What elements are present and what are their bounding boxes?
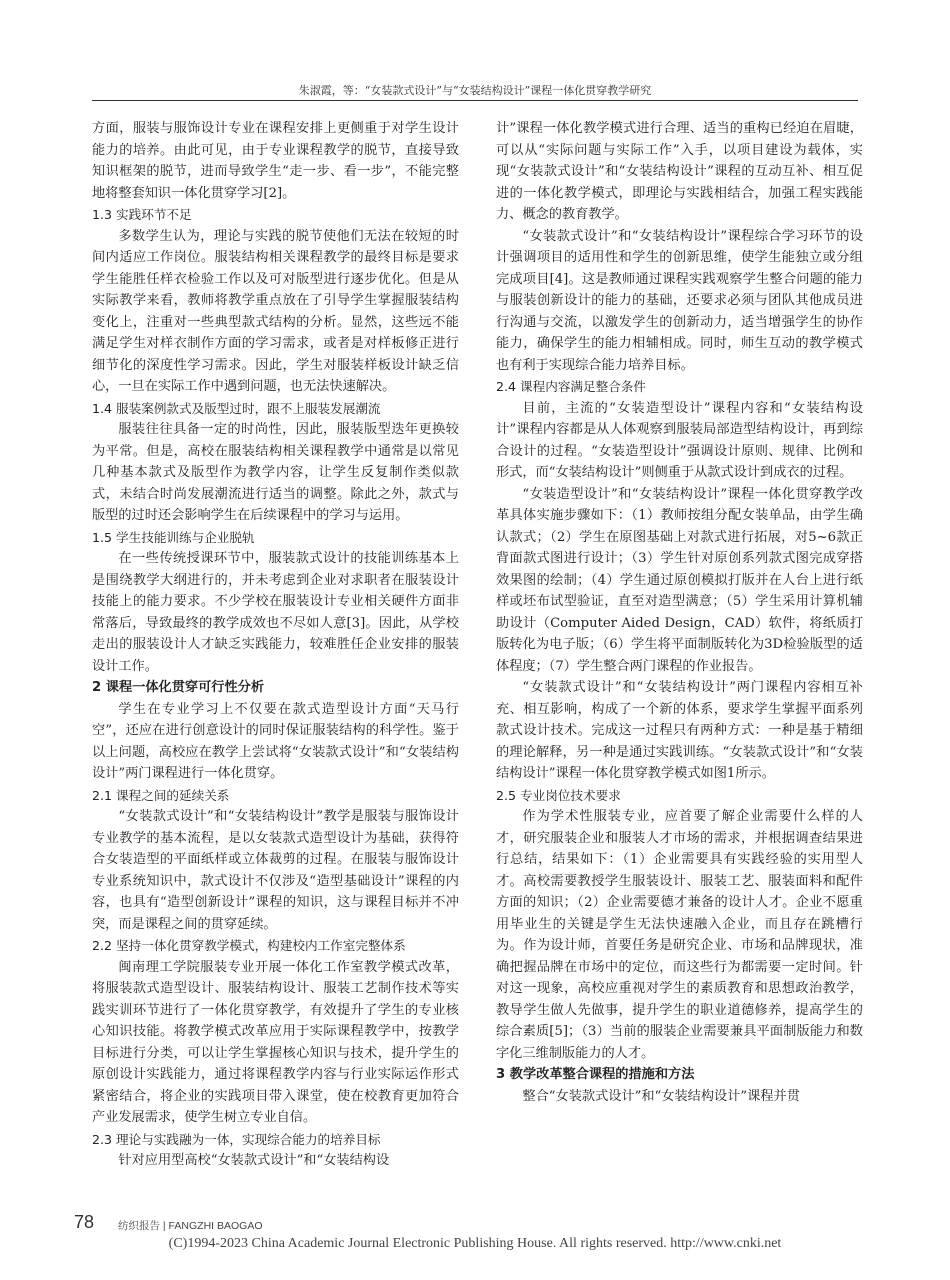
section-heading-1-4: 1.4 服装案例款式及版型过时，跟不上服装发展潮流 xyxy=(92,400,381,416)
section-heading-2: 2 课程一体化贯穿可行性分析 xyxy=(92,680,265,695)
section-heading-1-5: 1.5 学生技能训练与企业脱轨 xyxy=(92,529,255,545)
left-column xyxy=(92,118,459,1172)
paragraph: 方面，服装与服饰设计专业在课程安排上更侧重于对学生设计能力的培养。由此可见，由于专业课程教学的脱节，直接导致知识框架的脱节，进而导致学生“走一步、看一步”，不能完整地将整套知识一体化贯穿学习[2]。 xyxy=(92,121,459,201)
section-heading-2-5: 2.5 专业岗位技术要求 xyxy=(496,787,621,803)
section-heading-2-4: 2.4 课程内容满足整合条件 xyxy=(496,379,646,394)
section-heading-2-3: 2.3 理论与实践融为一体，实现综合能力的培养目标 xyxy=(92,1131,381,1147)
paragraph: “女装款式设计”和“女装结构设计”课程综合学习环节的设计强调项目的适用性和学生的创新思维，使学生能独立或分组完成项目[4]。这是教师通过课程实践观察学生整合问题的能力与服装创新设计的能力的基础，还要求必须与团队其他成员进行沟通与交流，以激发学生的创新动力，适当增强学生的协作能力，确保学生的能力相辅相成。同时，师生互动的教学模式也有利于实现综合能力培养目标。 xyxy=(496,228,863,373)
running-header: 朱淑霞，等：“女装款式设计”与“女装结构设计”课程一体化贯穿教学研究 xyxy=(298,84,652,97)
paragraph: “女装造型设计”和“女装结构设计”课程一体化贯穿教学改革具体实施步骤如下：（1）教师按组分配女装单品，由学生确认款式；（2）学生在原图基础上对款式进行拓展，对5~6款正背面款式图进行设计；（3）学生针对原创系列款式图完成穿搭效果图的绘制；（4）学生通过原创模拟打版并在人台上进行纸样或坯布试型验证，直至对造型满意；（5）学生采用计算机辅助设计（Computer Aided Design，CAD）软件，将纸质打版转化为电子版；（6）学生将平面制版转化为3D检验版型的适体程度；（7）学生整合两门课程的作业报告。 xyxy=(496,486,863,674)
paragraph: 针对应用型高校“女装款式设计”和“女装结构设 xyxy=(118,1153,390,1168)
paragraph: 计”课程一体化教学模式进行合理、适当的重构已经迫在眉睫，可以从“实际问题与实际工作”入手，以项目建设为载体，实现“女装款式设计”和“女装结构设计”课程的互动互补、相互促进的一体化教学模式，即理论与实践相结合，加强工程实践能力、概念的教育教学。 xyxy=(496,121,863,222)
paragraph: “女装款式设计”和“女装结构设计”两门课程内容相互补充、相互影响，构成了一个新的体系，要求学生掌握平面系列款式设计技术。完成这一过程只有两种方式：一种是基于精细的理论解释，另一种是通过实践训练。“女装款式设计”和“女装结构设计”课程一体化贯穿教学模式如图1所示。 xyxy=(496,680,863,781)
section-heading-2-1: 2.1 课程之间的延续关系 xyxy=(92,787,230,803)
paragraph: 在一些传统授课环节中，服装款式设计的技能训练基本上是围绕教学大纲进行的，并未考虑到企业对求职者在服装设计技能上的能力要求。不少学校在服装设计专业相关硬件方面非常落后，导致最终的教学成效也不尽如人意[3]。因此，从学校走出的服装设计人才缺乏实践能力，较难胜任企业安排的服装设计工作。 xyxy=(92,551,459,674)
page-number: 78 xyxy=(74,1212,95,1232)
paragraph: 多数学生认为，理论与实践的脱节使他们无法在较短的时间内适应工作岗位。服装结构相关课程教学的最终目标是要求学生能胜任样衣检验工作以及可对版型进行逐步优化。但是从实际教学来看，教师将教学重点放在了引导学生掌握服装结构变化上，注重对一些典型款式结构的分析。显然，这些远不能满足学生对样衣制作方面的学习需求，或者是对样板修正进行细节化的深度性学习需求。因此，学生对服装样板设计缺乏信心，一旦在实际工作中遇到问题，也无法快速解决。 xyxy=(92,228,459,394)
paragraph: 目前，主流的“女装造型设计”课程内容和“女装结构设计”课程内容都是从人体观察到服装局部造型结构设计，再到综合设计的过程。“女装造型设计”强调设计原则、规律、比例和形式，而“女装结构设计”则侧重于从款式设计到成衣的过程。 xyxy=(496,400,863,480)
section-heading-3: 3 教学改革整合课程的措施和方法 xyxy=(496,1067,695,1082)
section-heading-2-2: 2.2 坚持一体化贯穿教学模式，构建校内工作室完整体系 xyxy=(92,938,406,953)
copyright-line: (C)1994-2023 China Academic Journal Electronic Publishing House. All rights reserved. http://www.cnki.net xyxy=(168,1236,782,1251)
paragraph: 学生在专业学习上不仅要在款式造型设计方面“天马行空”，还应在进行创意设计的同时保证服装结构的科学性。鉴于以上问题，高校应在教学上尝试将“女装款式设计”和“女装结构设计”两门课程进行一体化贯穿。 xyxy=(92,701,459,781)
right-column xyxy=(496,118,863,1107)
paragraph: 整合“女装款式设计”和“女装结构设计”课程并贯 xyxy=(522,1088,800,1104)
paragraph: 作为学术性服装专业，应首要了解企业需要什么样的人才，研究服装企业和服装人才市场的需求，并根据调查结果进行总结，结果如下：（1）企业需要具有实践经验的实用型人才。高校需要教授学生服装设计、服装工艺、服装面料和配件方面的知识；（2）企业需要德才兼备的设计人才。企业不愿重用毕业生的关键是学生无法快速融入企业，而且存在跳槽行为。作为设计师，首要任务是研究企业、市场和品牌现状，准确把握品牌在市场中的定位，而这些行为都需要一定时间。针对这一现象，高校应重视对学生的素质教育和思想政治教学，教导学生做人先做事，提升学生的职业道德修养，提高学生的综合素质[5]；（3）当前的服装企业需要兼具平面制版能力和数字化三维制版能力的人才。 xyxy=(496,809,863,1061)
paragraph: 服装往往具备一定的时尚性，因此，服装版型迭年更换较为平常。但是，高校在服装结构相关课程教学中通常是以常见几种基本款式及版型作为教学内容，让学生反复制作类似款式，未结合时尚发展潮流进行适当的调整。除此之外，款式与版型的过时还会影响学生在后续课程中的学习与运用。 xyxy=(92,422,459,523)
journal-name: 纺织报告 | FANGZHI BAOGAO xyxy=(118,1220,263,1232)
header-rule xyxy=(92,100,858,101)
paragraph: 闽南理工学院服装专业开展一体化工作室教学模式改革，将服装款式造型设计、服装结构设计、服装工艺制作技术等实践实训环节进行了一体化贯穿教学，有效提升了学生的专业核心知识技能。将教学模式改革应用于实际课程教学中，按教学目标进行分类，可以让学生掌握核心知识与技术，提升学生的原创设计实践能力，通过将课程教学内容与行业实际运作形式紧密结合，将企业的实践项目带入课堂，使在校教育更加符合产业发展需求，使学生树立专业自信。 xyxy=(92,959,459,1125)
section-heading-1-3: 1.3 实践环节不足 xyxy=(92,207,192,222)
paragraph: “女装款式设计”和“女装结构设计”教学是服装与服饰设计专业教学的基本流程，是以女装款式造型设计为基础，获得符合女装造型的平面纸样或立体裁剪的过程。在服装与服饰设计专业系统知识中，款式设计不仅涉及“造型基础设计”课程的内容，也具有“造型创新设计”课程的知识，这与课程目标并不冲突，而是课程之间的贯穿延续。 xyxy=(92,809,459,932)
